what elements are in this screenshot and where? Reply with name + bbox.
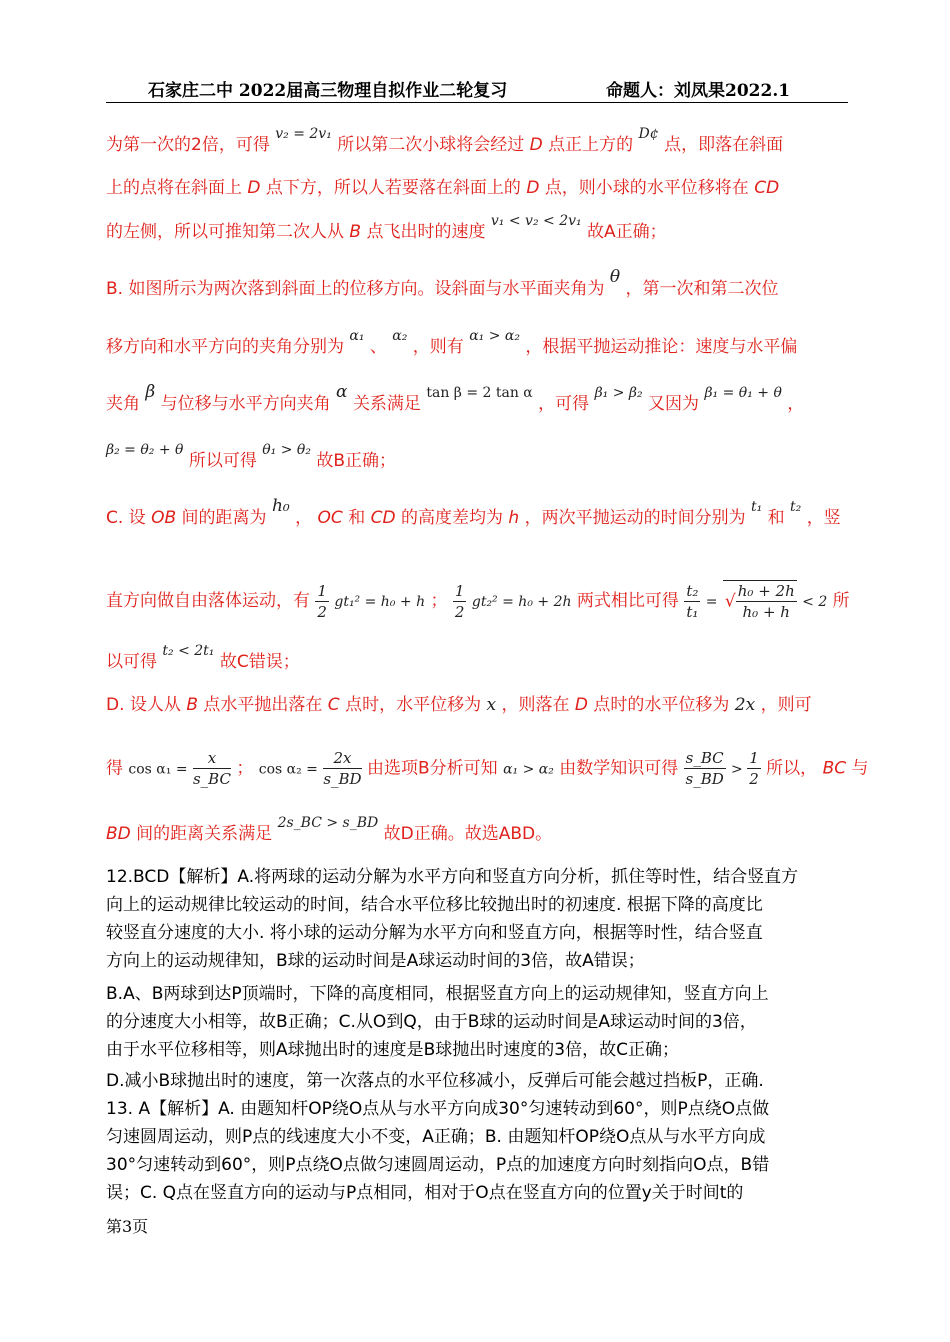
paragraph-line: 误；C. Q点在竖直方向的运动与P点相同，相对于O点在竖直方向的位置y关于时间t的 [106, 1183, 744, 1203]
formula-lt2: < 2 [802, 594, 828, 610]
paragraph-line: $^{\beta_2 = \theta_2 + \theta}$ 所以可得 $^{\theta_1 > \theta_2}$ 故B正确； [106, 442, 397, 471]
paragraph-line: C. 设 OB 间的距离为 h₀ ， OC 和 CD 的高度差均为 h ，两次平抛运动的时间分别为 $^{t_1}$ 和 $^{t_2}$ ，竖 [106, 496, 841, 528]
formula-beta-inequality: β₁ > β₂ [594, 385, 643, 401]
header-school-title: 石家庄二中 2022届高三物理自拟作业二轮复习 [148, 81, 508, 101]
formula-half-2: $\frac{1}{2}$ [454, 581, 465, 621]
paragraph-line: 匀速圆周运动，则P点的线速度大小不变，A正确；B. 由题知杆OP绕O点从与水平方向成 [106, 1127, 766, 1147]
paragraph-line: B. 如图所示为两次落到斜面上的位移方向。设斜面与水平面夹角为 θ ，第一次和第二次位 [106, 267, 779, 299]
paragraph-line: BD 间的距离关系满足 $^{2s\_BC > s\_BD}$ 故D正确。故选ABD。 [106, 815, 553, 844]
formula-cos1: cos α₁ = [128, 761, 188, 778]
formula-theta: θ [609, 267, 621, 287]
formula-beta2: β₂ = θ₂ + θ [106, 442, 184, 458]
formula-h0: h₀ [271, 496, 290, 516]
formula-x: x [486, 695, 497, 715]
formula-eq1: gt₁² = h₀ + h [334, 594, 426, 610]
formula-beta1: β₁ = θ₁ + θ [704, 385, 782, 401]
formula-theta-inequality: θ₁ > θ₂ [262, 442, 311, 458]
page-number: 第3页 [106, 1217, 149, 1236]
formula-half-1: $\frac{1}{2}$ [317, 581, 327, 621]
formula-eq2: gt₂² = h₀ + 2h [471, 594, 572, 610]
formula-tan-relation: tan β = 2 tan α [426, 385, 533, 401]
paragraph-line: 13. A【解析】A. 由题知杆OP绕O点从与水平方向成30°匀速转动到60°，则P点绕O点做 [106, 1099, 770, 1119]
formula-2x: 2x [734, 695, 756, 715]
formula-beta: β [145, 382, 156, 402]
formula-alpha2: α₂ [392, 328, 408, 344]
paragraph-line: 12.BCD【解析】A.将两球的运动分解为水平方向和竖直方向分析，抓住等时性，结合竖直方 [106, 867, 799, 887]
formula-t2: t₂ [790, 499, 802, 515]
paragraph-line: B.A、B两球到达P顶端时，下降的高度相同，根据竖直方向上的运动规律知，竖直方向上 [106, 984, 769, 1004]
paragraph-line: D.减小B球抛出时的速度，第一次落点的水平位移减小，反弹后可能会越过挡板P，正确. [106, 1071, 764, 1091]
paragraph-line: 直方向做自由落体运动，有 $\frac{1}{2}$ gt₁² = h₀ + h ； $\frac{1}{2}$ gt₂² = h₀ + 2h 两式相比可得 $\frac{\text{t₂}}{\text{t₁}}$ = √ $\frac{\text{h₀ + 2h}}{\text{h₀ + h}}$ < 2 所 [106, 581, 850, 621]
formula-time-ratio: $\frac{\text{t₂}}{\text{t₁}}$ [686, 581, 699, 621]
paragraph-line: 由于水平位移相等，则A球抛出时的速度是B球抛出时速度的3倍，故C正确； [106, 1040, 679, 1060]
paragraph-line: 以可得 $^{t_2 < 2t_1}$ 故C错误； [106, 643, 300, 672]
paragraph-line: 夹角 β 与位移与水平方向夹角 α 关系满足 $^{tan \beta = 2 tan \alpha}$ ，可得 $^{\beta_1 > \beta_2}$ 又因为 $^{\beta_1 = \theta_1 + \theta}$ ， [106, 382, 805, 414]
formula-t-inequality: t₂ < 2t₁ [162, 643, 215, 659]
paragraph-line: D. 设人从 B 点水平抛出落在 C 点时，水平位移为 x ，则落在 D 点时的水平位移为 2x ，则可 [106, 695, 812, 715]
paragraph-line: 的左侧，所以可推知第二次人从 B 点飞出时的速度 $^{v_1 < v_2 < 2v_1}$ 故A正确； [106, 213, 667, 242]
paragraph-line: 得 cos α₁ = $\frac{x}{s\_BC}$ ； cos α₂ = $\frac{2x}{s\_BD}$ 由选项B分析可知 α₁ > α₂ 由数学知识可得 $\frac{s\_BC}{s\_BD}$ > $\frac{1}{2}$ 所以， BC 与 [106, 749, 869, 788]
header-author: 命题人：刘凤果2022.1 [606, 81, 791, 101]
formula-alpha: α [336, 382, 348, 402]
formula-dprime: D¢ [638, 126, 659, 142]
formula-t1: t₁ [750, 499, 763, 515]
formula-alpha1: α₁ [349, 328, 365, 344]
formula-s-inequality: 2s_BC > s_BD [277, 815, 379, 831]
paragraph-line: 移方向和水平方向的夹角分别为 $^{\alpha_1}$ 、 $^{\alpha_2}$ ，则有 $^{\alpha_1 > \alpha_2}$ ，根据平抛运动推论：速度与水平偏 [106, 328, 798, 357]
header-rule [106, 102, 848, 103]
formula-sqrt: √ $\frac{\text{h₀ + 2h}}{\text{h₀ + h}}$ [724, 582, 795, 621]
formula-v2: v₂ = 2v₁ [275, 126, 332, 142]
paragraph-line: 30°匀速转动到60°，则P点绕O点做匀速圆周运动，P点的加速度方向时刻指向O点，B错 [106, 1155, 770, 1175]
paragraph-line: 的分速度大小相等，故B正确；C.从O到Q，由于B球的运动时间是A球运动时间的3倍， [106, 1012, 757, 1032]
formula-cos2: cos α₂ = [258, 761, 318, 778]
paragraph-line: 上的点将在斜面上 D 点下方，所以人若要落在斜面上的 D 点，则小球的水平位移将在 CD [106, 178, 780, 198]
paragraph-line: 方向上的运动规律知，B球的运动时间是A球运动时间的3倍，故A错误； [106, 951, 645, 971]
formula-alpha-inequality-2: α₁ > α₂ [503, 761, 554, 778]
page-header [106, 76, 848, 104]
formula-v-inequality: v₁ < v₂ < 2v₁ [490, 213, 582, 229]
formula-alpha-inequality: α₁ > α₂ [469, 328, 520, 344]
paragraph-line: 为第一次的2倍，可得 $^{v_2 = 2v_1}$ 所以第二次小球将会经过 D 点正上方的 $^{D¢}$ 点，即落在斜面 [106, 126, 784, 155]
paragraph-line: 较竖直分速度的大小. 将小球的运动分解为水平方向和竖直方向，根据等时性，结合竖直 [106, 923, 763, 943]
paragraph-line: 向上的运动规律比较运动的时间，结合水平位移比较抛出时的初速度. 根据下降的高度比 [106, 895, 763, 915]
